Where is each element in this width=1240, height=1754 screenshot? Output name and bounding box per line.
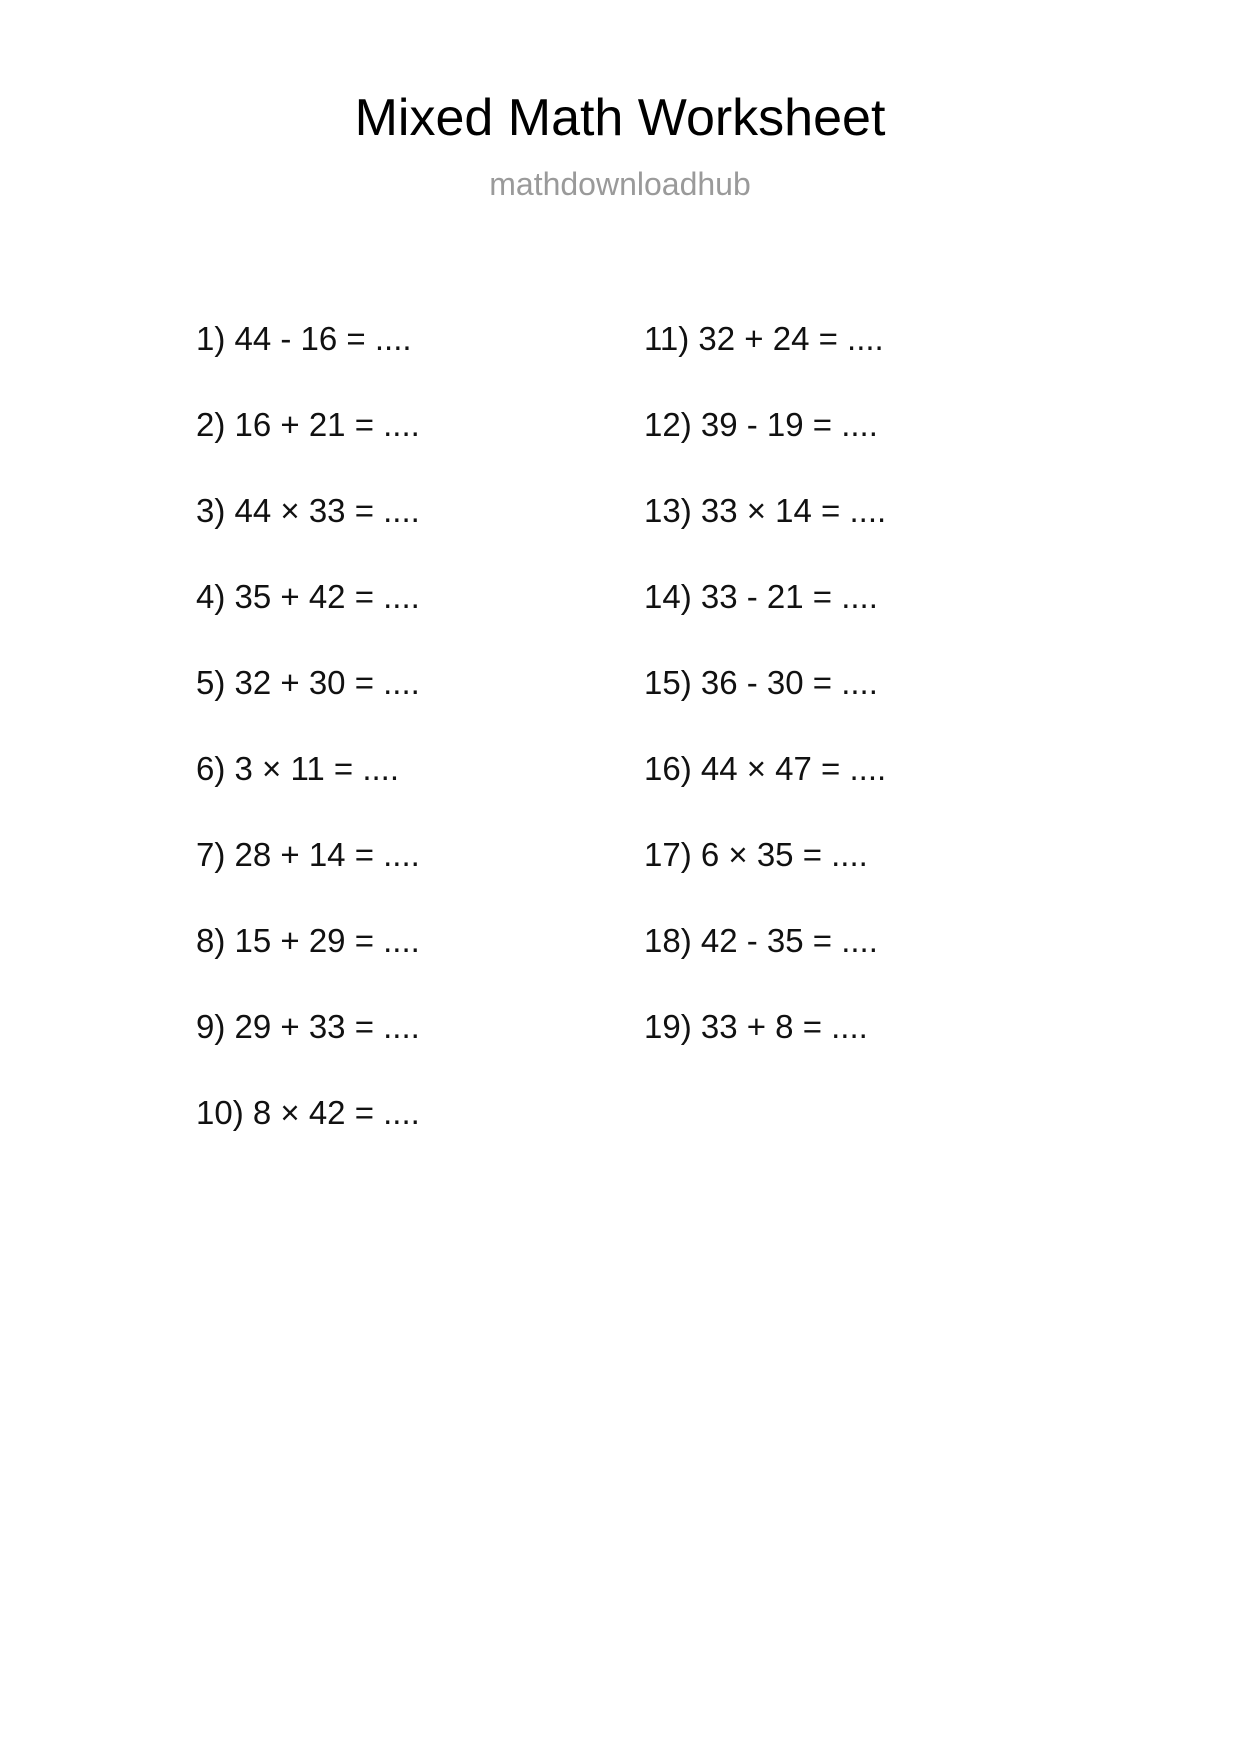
problem-item: 5) 32 + 30 = .... [196, 663, 420, 701]
problem-item: 17) 6 × 35 = .... [644, 835, 868, 873]
problem-item: 6) 3 × 11 = .... [196, 749, 400, 787]
problem-item: 4) 35 + 42 = .... [196, 577, 420, 615]
problem-item: 2) 16 + 21 = .... [196, 405, 420, 443]
problem-item: 19) 33 + 8 = .... [644, 1007, 868, 1045]
problem-item: 16) 44 × 47 = .... [644, 749, 887, 787]
problem-item: 12) 39 - 19 = .... [644, 405, 878, 443]
problem-item: 8) 15 + 29 = .... [196, 921, 420, 959]
problem-item: 9) 29 + 33 = .... [196, 1007, 420, 1045]
problem-item: 18) 42 - 35 = .... [644, 921, 878, 959]
problem-item: 3) 44 × 33 = .... [196, 491, 420, 529]
problem-list [0, 295, 1240, 1155]
problem-item: 10) 8 × 42 = .... [196, 1093, 420, 1131]
problem-item: 7) 28 + 14 = .... [196, 835, 420, 873]
problem-column-left [196, 295, 644, 1155]
page-subtitle: mathdownloadhub [489, 166, 751, 202]
problem-item: 14) 33 - 21 = .... [644, 577, 878, 615]
problem-item: 1) 44 - 16 = .... [196, 319, 412, 357]
problem-item: 11) 32 + 24 = .... [644, 319, 884, 357]
problem-item: 13) 33 × 14 = .... [644, 491, 887, 529]
problem-column-right [644, 295, 1092, 1069]
problem-item: 15) 36 - 30 = .... [644, 663, 878, 701]
page-title: Mixed Math Worksheet [354, 89, 886, 147]
